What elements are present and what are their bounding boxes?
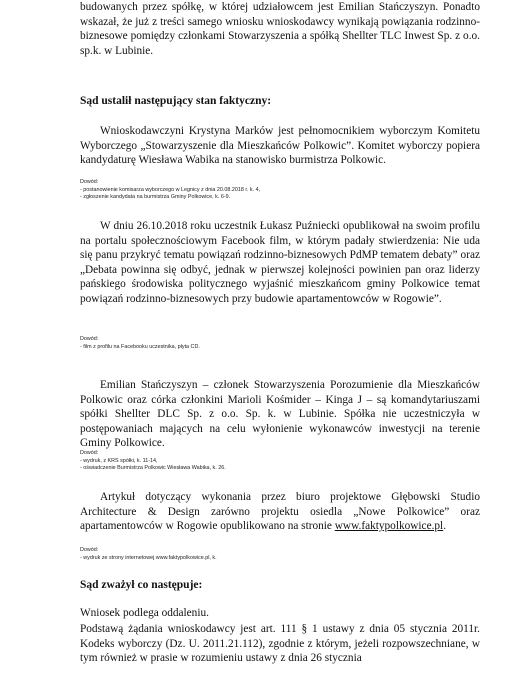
heading-facts: Sąd ustalił następujący stan faktyczny: [80, 95, 272, 107]
faktypolkowice-link[interactable]: www.faktypolkowice.pl [334, 520, 444, 533]
heading-considerations: Sąd zważył co następuje: [80, 579, 203, 591]
evidence-item: - postanowienie komisarza wyborczego w Legnicy z dnia 20.08.2018 r. k. 4, [80, 186, 261, 193]
paragraph-legal-basis: Podstawą żądania wnioskodawcy jest art. 111 § 1 ustawy z dnia 05 stycznia 2011r. Kodeks wyborczy (Dz. U. 2011.21.112), zgodnie z którym, jeżeli rozpowszechniane, w tym również w prasie w rozumieniu ustawy z dnia 26 stycznia [80, 623, 480, 665]
evidence-item: - oświadczenie Burmistrza Polkowic Wiesława Wabika, k. 26. [80, 465, 226, 472]
evidence-block-1 [80, 179, 480, 202]
paragraph-article-text: Artykuł dotyczący wykonania przez biuro projektowe Głębowski Studio Architecture & Design zarówno projektu osiedla „Nowe Polkowice” oraz apartamentowców w Rogowie opublikowano na stronie [80, 491, 480, 533]
evidence-label: Dowód: [80, 336, 99, 342]
evidence-item: - zgłoszenie kandydata na burmistrza Gminy Polkowice, k. 6-9. [80, 194, 231, 201]
paragraph-dismissal: Wniosek podlega oddaleniu. [80, 607, 209, 619]
paragraph-intro: budowanych przez spółkę, w której udziałowcem jest Emilian Stańczyszyn. Ponadto wskazał, że już z treści samego wniosku wnioskodawcy wynikają powiązania rodzinno-biznesowe pomiędzy członkami Stowarzyszenia a spółką Shellter TLC Inwest Sp. z o.o. sp.k. w Lubinie. [80, 1, 480, 57]
evidence-item: - wydruk, z KRS spółki, k. 11-14, [80, 457, 158, 464]
evidence-label: Dowód: [80, 179, 99, 185]
evidence-label: Dowód: [80, 547, 99, 553]
evidence-block-3 [80, 450, 480, 473]
paragraph-committee: Wnioskodawczyni Krystyna Marków jest pełnomocnikiem wyborczym Komitetu Wyborczego „Stowarzyszenie dla Mieszkańców Polkowic”. Komitet wyborczy popiera kandydaturę Wiesława Wabika na stanowisko burmistrza Polkowic. [80, 125, 480, 167]
evidence-item: - film z profilu na Facebooku uczestnika, płyta CD. [80, 343, 200, 350]
paragraph-facebook: W dniu 26.10.2018 roku uczestnik Łukasz Puźniecki opublikował na swoim profilu na portalu społecznościowym Facebook film, w którym padały stwierdzenia: Nie uda się panu przykryć tematu powiązań rodzinno-biznesowych PdMP tematem debaty” oraz „Debata powinna się odbyć, jednak w pierwszej kolejności powinien pan oraz liderzy pańskiego środowiska politycznego wyjaśnić mieszkańcom gminy Polkowice temat powiązań rodzinno-biznesowych przy budowie apartamentowców w Rogowie”. [80, 220, 480, 305]
evidence-item: - wydruk ze strony internetowej www.faktypolkowice.pl, k. [80, 554, 217, 561]
evidence-block-2 [80, 336, 480, 351]
evidence-label: Dowód: [80, 450, 99, 456]
paragraph-article [80, 490, 480, 534]
paragraph-article-end: . [443, 520, 447, 533]
paragraph-shellter: Emilian Stańczyszyn – członek Stowarzyszenia Porozumienie dla Mieszkańców Polkowic oraz córka członkini Marioli Kośmider – Kinga J – są komandytariuszami spółki Shellter DLC Sp. z o.o. Sp. k. w Lubinie. Spółka nie uczestniczyła w postępowaniach mających na celu wyłonienie wykonawców inwestycji na terenie Gminy Polkowice. [80, 379, 480, 450]
evidence-block-4 [80, 547, 480, 562]
